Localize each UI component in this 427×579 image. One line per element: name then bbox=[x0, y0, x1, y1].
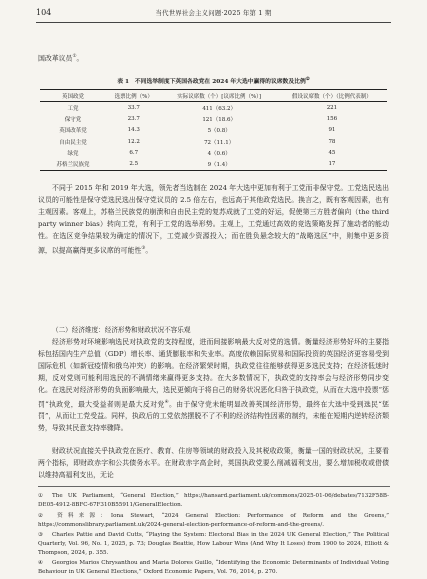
running-header bbox=[36, 8, 391, 23]
col-header-actual-seats: 实际议席数（个）[议席比例（%）] bbox=[162, 90, 277, 102]
table-row: 工党 33.7 411（63.2） 221 bbox=[67, 104, 338, 112]
section-heading: （二）经济维度：经济形势和财政状况不容乐观 bbox=[52, 326, 191, 334]
footnote-ref: ③ bbox=[141, 245, 146, 251]
table-header-row bbox=[40, 90, 387, 102]
footnote: ③ Charles Pattie and David Cutts, “Playing the System: Electoral Bias in the 2024 UK General Election,” The Political Quarterly, Vol. 96, No. 1, 2025, p. 73; Douglas Beattie, How Labour Wins (And Why It Loses) from 1900 to 2024, Elliott & Thompson, 2024, p. 355. bbox=[38, 532, 389, 557]
footnote: ① The UK Parliament, “General Election,” https://hansard.parliament.uk/commons/2025-01-06/debates/7132F58B-DE05-4912-8BFC-67F310B55911/GeneralElection. bbox=[38, 493, 389, 509]
table-row: 苏格兰民族党 2.5 9（1.4） 17 bbox=[40, 158, 387, 170]
footnote-divider bbox=[38, 486, 390, 487]
col-header-vote-share: 选票比例（%） bbox=[106, 90, 162, 102]
table-row: 保守党 23.7 121（18.6） 156 bbox=[64, 115, 338, 123]
footnote-ref: ① bbox=[72, 54, 77, 59]
col-header-hypothetical-seats: 假设议席数（个）（比例代表制） bbox=[277, 90, 387, 102]
body-paragraph: 不同于 2015 年和 2019 年大选，领先者当选制在 2024 年大选中更加有利于工党而非保守党。工党选民选出议员的可能性是保守党选民选出保守党议员的 2.5 倍左右，也远高于其他政党选民。换言之，既有客观因素，也有主观因素。客观上，苏格兰民族党的崩溃和自由民主党的复苏成就了工党的好运，促使第三方胜者偏向（the third party winner bias）转向工党，有利于工党的选举形势。主观上，工党通过高效的竞选策略发挥了施动者的能动性。在选区竞争结果较为确定的情况下，工党减少资源投入；而在胜负悬念较大的“战略选区”中，则集中更多资源，以提高赢得更多议席的可能性③。 bbox=[38, 184, 389, 254]
journal-title: 当代世界社会主义问题·2025 年第 1 期 bbox=[155, 9, 272, 17]
footnote: ④ Georgios Marios Chrysanthou and Maria Dolores Guillo, “Identifying the Economic Determinants of Individual Voting Behaviour in UK General Elections,” Oxford Economic Papers, Vol. 76, 2014, p. 270. bbox=[38, 560, 389, 576]
table-row: 英国改革党 14.3 5（0.8） 91 bbox=[59, 127, 336, 135]
page-number: 104 bbox=[36, 8, 52, 17]
footnote-ref: ② bbox=[305, 77, 310, 83]
body-paragraph: 财政状况直接关乎执政党在医疗、教育、住房等领域的财政投入及其税收政策，衡量一国的财政状况，主要看两个指标，即财政赤字和公共债务水平。在财政赤字高企时，英国执政党要么削减福利支出，要么增加税收或借债以维持高福利支出，无论 bbox=[38, 447, 389, 479]
table-caption: 表 1 不同选举制度下英国各政党在 2024 年大选中赢得的议席数及比例② bbox=[117, 77, 310, 85]
table-row: 绿党 6.7 4（0.6） 45 bbox=[67, 149, 336, 157]
intro-line: 国改革议员①。 bbox=[38, 54, 84, 63]
table-row: 自由民主党 12.2 72（11.1） 78 bbox=[59, 138, 336, 146]
body-paragraph: 经济形势对环境影响选民对执政党的支持程度，进而间接影响最大反对党的选情。衡量经济形势好坏的主要指标包括国内生产总值（GDP）增长率、通货膨胀率和失业率。高度依赖国际贸易和国际投资的英国经济更容易受到国际危机（如新冠疫情和俄乌冲突）的影响。在经济繁荣时期，执政党往往能够获得更多选民支持；在经济低迷时期，反对党则可能利用选民的不满情绪来赢得更多支持。在大多数情况下，执政党的支持率会与经济形势同步变化。在选民对经济形势的负面影响最大，选民更倾向于将自己的财务状况恶化归咎于执政党，从而在大选中投票“惩罚”执政党，最大受益者则是最大反对党④。由于保守党未能明显改善英国经济形势，最终在大选中受到选民“惩罚”，从而让工党受益。同样，执政后的工党依然摆脱不了不利的经济结构性因素的制约，未能在短期内逆转经济颓势，导致其民意支持率骤降。 bbox=[38, 338, 389, 432]
seats-table bbox=[40, 89, 387, 171]
footnote-ref: ④ bbox=[164, 399, 169, 405]
col-header-party: 英国政党 bbox=[40, 90, 106, 102]
footnote: ② 资料来源：Iona Stewart, “2024 General Election: Performance of Reform and the Greens,” https://commonslibrary.parliament.uk/2024-general-election-performance-of-reform-and-the-greens/. bbox=[38, 513, 389, 529]
